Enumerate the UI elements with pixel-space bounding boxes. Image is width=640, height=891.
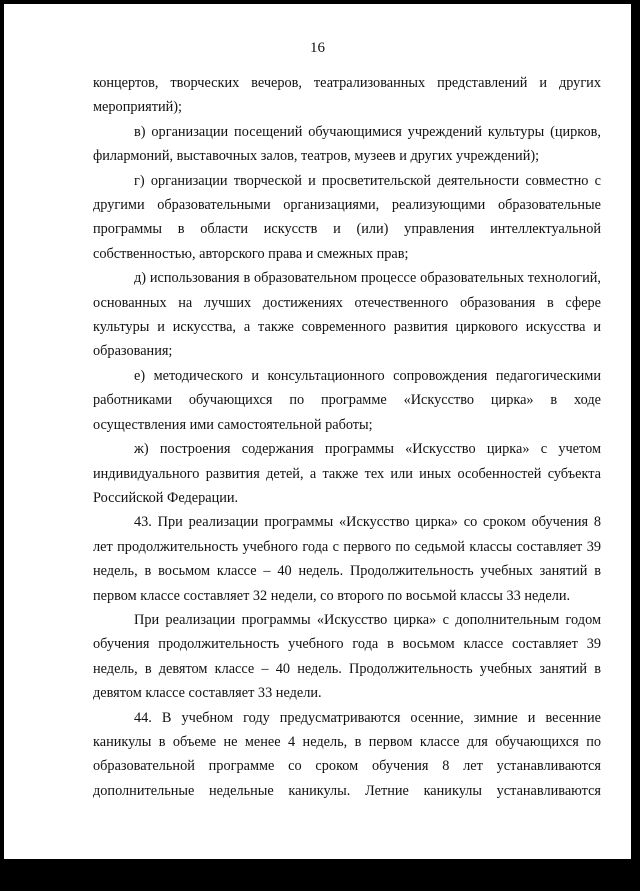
paragraph-43: 43. При реализации программы «Искусство цирка» со сроком обучения 8 лет продолжительность учебного года с первого по седьмой классы составляет 39 недель, в восьмом классе – 40 недель. Продолжительность учебных занятий в первом классе составляет 32 недели, со второго по восьмой классы 33 недели. [93,514,601,604]
paragraph-44: 44. В учебном году предусматриваются осенние, зимние и весенние каникулы в объеме не менее 4 недель, в первом классе для обучающихся по образовательной программе со сроком обучения 8 лет устанавливаются дополнительные недельные каникулы. Летние каникулы устанавливаются [93,709,601,799]
paragraph-item-g: г) организации творческой и просветительской деятельности совместно с другими образовательными организациями, реализующими образовательные программы в области искусств и (или) управления интеллектуальной собственностью, авторского права и смежных прав; [93,172,601,262]
paragraph-43-additional: При реализации программы «Искусство цирка» с дополнительным годом обучения продолжительность учебного года в восьмом классе составляет 39 недель, в девятом классе – 40 недель. Продолжительность учебных занятий в девятом классе составляет 33 недели. [93,611,601,702]
paragraph-continuation: концертов, творческих вечеров, театрализованных представлений и других мероприятий); [93,75,601,116]
document-page [4,4,631,859]
paragraph-item-e: е) методического и консультационного сопровождения педагогическими работниками обучающихся по программе «Искусство цирка» в ходе осуществления ими самостоятельной работы; [93,367,601,433]
page-number: 16 [310,40,325,56]
paragraph-item-d: д) использования в образовательном процессе образовательных технологий, основанных на лучших достижениях отечественного образования в сфере культуры и искусства, а также современного развития циркового искусства и образования; [93,270,601,360]
document-body [93,71,601,803]
paragraph-item-v: в) организации посещений обучающимися учреждений культуры (цирков, филармоний, выставочных залов, театров, музеев и других учреждений); [93,123,601,165]
paragraph-item-zh: ж) построения содержания программы «Искусство цирка» с учетом индивидуального развития детей, а также тех или иных особенностей субъекта Российской Федерации. [93,441,601,506]
